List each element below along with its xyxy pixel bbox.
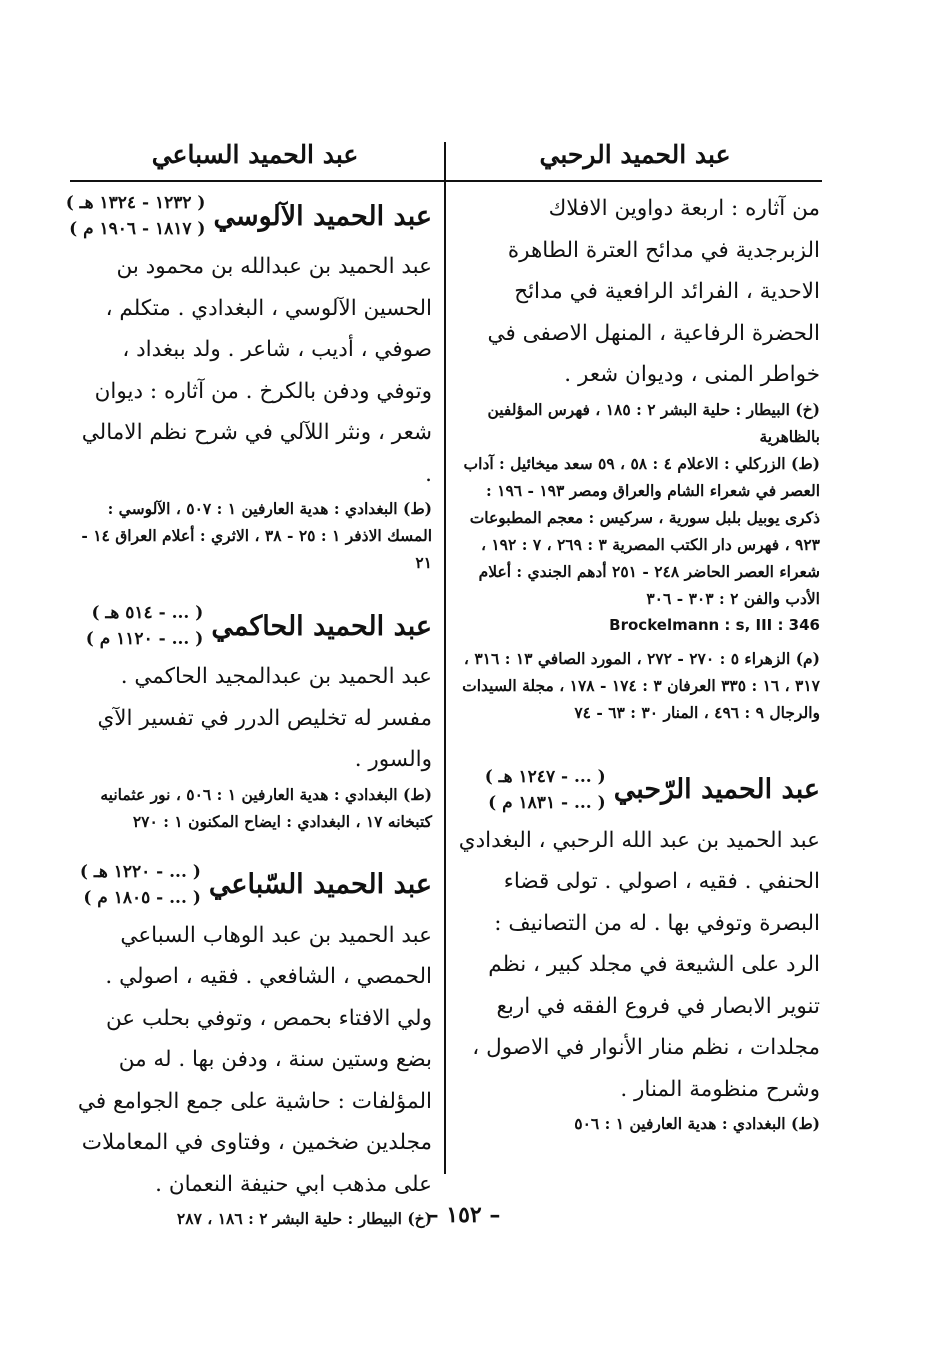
entry-body: عبد الحميد بن عبد الله الرحبي ، البغدادي الحنفي . فقيه ، اصولي . تولى قضاء البصرة وتوفي بها . له من التصانيف : الرد على الشيعة في مجلد كبير ، نظم تنوير الابصار في فروع الفقه في اربع مجلدات ، نظم منار الأنوار في الاصول ، وشرح منظومة المنار .	[458, 827, 820, 1102]
entry-date-gregorian: ( ... - ١٨٣١ م )	[488, 792, 606, 813]
entry-name: عبد الحميد السّباعي	[208, 869, 432, 900]
entry-date-gregorian: ( ... - ١٨٠٥ م )	[83, 887, 201, 908]
entry-reference: (ط) البغدادي : هدية العارفين ١ : ٥٠٦	[574, 1114, 820, 1133]
column-divider	[444, 142, 446, 1174]
header-rule	[70, 180, 822, 182]
entry-dates	[485, 764, 606, 816]
entry-date-hijri: ( ... - ١٢٢٠ هـ )	[79, 861, 201, 882]
running-header-left: عبد الحميد السباعي	[151, 140, 359, 169]
entry-name: عبد الحميد الحاكمي	[211, 610, 432, 642]
entry-name: عبد الحميد الآلوسي	[213, 200, 432, 232]
entry-name: عبد الحميد الرّحبي	[613, 774, 820, 805]
entry-date-hijri: ( ... - ١٢٤٧ هـ )	[484, 766, 606, 787]
entry-reference: (خ) البيطار : حلية البشر ٢ : ١٨٦ ، ٢٨٧	[176, 1209, 432, 1228]
left-column	[65, 188, 432, 1232]
entry-date-gregorian: ( ١٨١٧ - ١٩٠٦ م )	[69, 219, 206, 239]
entry-body: عبد الحميد بن عبد الوهاب السباعي الحمصي ، الشافعي . فقيه ، اصولي . ولي الافتاء بحمص ، وتوفي بحلب عن بضع وستين سنة ، ودفن بها . له من المؤلفات : حاشية على جمع الجوامع في مجلدين ضخمين ، وفتاوى في المعاملات على مذهب ابي حنيفة النعمان .	[77, 922, 432, 1197]
right-column	[458, 188, 820, 1137]
entry-dates	[66, 190, 206, 242]
entry-heading	[72, 600, 432, 652]
reference-printed: (ط) الزركلي : الاعلام ٤ : ٥٨ ، ٥٩ سعد ميخائيل : آداب العصر في شعراء الشام والعراق ومصر ١٩٣ - ١٩٦ : ذكرى يوبيل بلبل سورية ، سركيس : معجم المطبوعات ٩٢٣ ، فهرس دار الكتب المصرية ٣ : ٢٦٩ ، ٧ : ١٩٢ ، شعراء العصر الحاضر ٢٤٨ - ٢٥١ أدهم الجندي : أعلام الأدب والفن ٢ : ٣٠٣ - ٣٠٦	[463, 453, 820, 608]
entry-dates	[80, 859, 201, 911]
entry-heading	[72, 859, 432, 911]
reference-manuscripts: (خ) البيطار : حلية البشر ٢ : ١٨٥ ، فهرس المؤلفين بالظاهرية	[487, 399, 820, 446]
entry-dates	[86, 600, 204, 652]
reference-latin: Brockelmann : s, III : 346	[609, 615, 820, 634]
entry-date-gregorian: ( ... - ١١٢٠ م )	[85, 629, 204, 649]
entry-heading	[458, 764, 820, 816]
entry-date-hijri: ( ١٢٣٢ - ١٣٢٤ هـ )	[65, 193, 206, 213]
continued-entry-body: من آثاره : اربعة دواوين الافلاك الزبرجدية في مدائح العترة الطاهرة الاحدية ، الفرائد الرافعية في مدائح الحضرة الرفاعية ، المنهل الاصفى في خواطر المنى ، وديوان شعر .	[487, 196, 820, 387]
entry-heading	[65, 190, 432, 242]
entry-body: عبد الحميد بن عبدالله بن محمود بن الحسين الآلوسي ، البغدادي . متكلم ، صوفي ، أديب ، شاعر . ولد ببغداد ، وتوفي ودفن بالكرخ . من آثاره : ديوان شعر ، ونثر اللآلي في شرح نظم الامالي .	[81, 254, 432, 487]
page-number: – ١٥٢ –	[427, 1202, 501, 1228]
entry-date-hijri: ( ... - ٥١٤ هـ )	[91, 603, 204, 623]
entry-reference: (ط) البغدادي : هدية العارفين ١ : ٥٠٧ ، الآلوسي : المسك الاذفر ١ : ٢٥ - ٣٨ ، الاثري : أعلام العراق ١٤ - ٢١	[81, 499, 432, 572]
running-header-right: عبد الحميد الرحبي	[539, 140, 731, 169]
reference-periodicals: (م) الزهراء ٥ : ٢٧٠ - ٢٧٢ ، المورد الصافي ١٣ : ٣١٦ ، ٣١٧ ، ١٦ : ٣٣٥ العرفان ٣ : ١٧٤ - ١٧٨ ، مجلة السيدات والرجال ٩ : ٤٩٦ ، المنار ٣٠ : ٦٣ - ٧٤	[462, 648, 820, 722]
entry-body: عبد الحميد بن عبدالمجيد الحاكمي . مفسر له تخليص الدرر في تفسير الآي والسور .	[97, 664, 432, 772]
entry-reference: (ط) البغدادي : هدية العارفين ١ : ٥٠٦ ، نور عثمانيه كتبخانه ١٧ ، البغدادي : ايضاح المكنون ١ : ٢٧٠	[100, 784, 432, 831]
